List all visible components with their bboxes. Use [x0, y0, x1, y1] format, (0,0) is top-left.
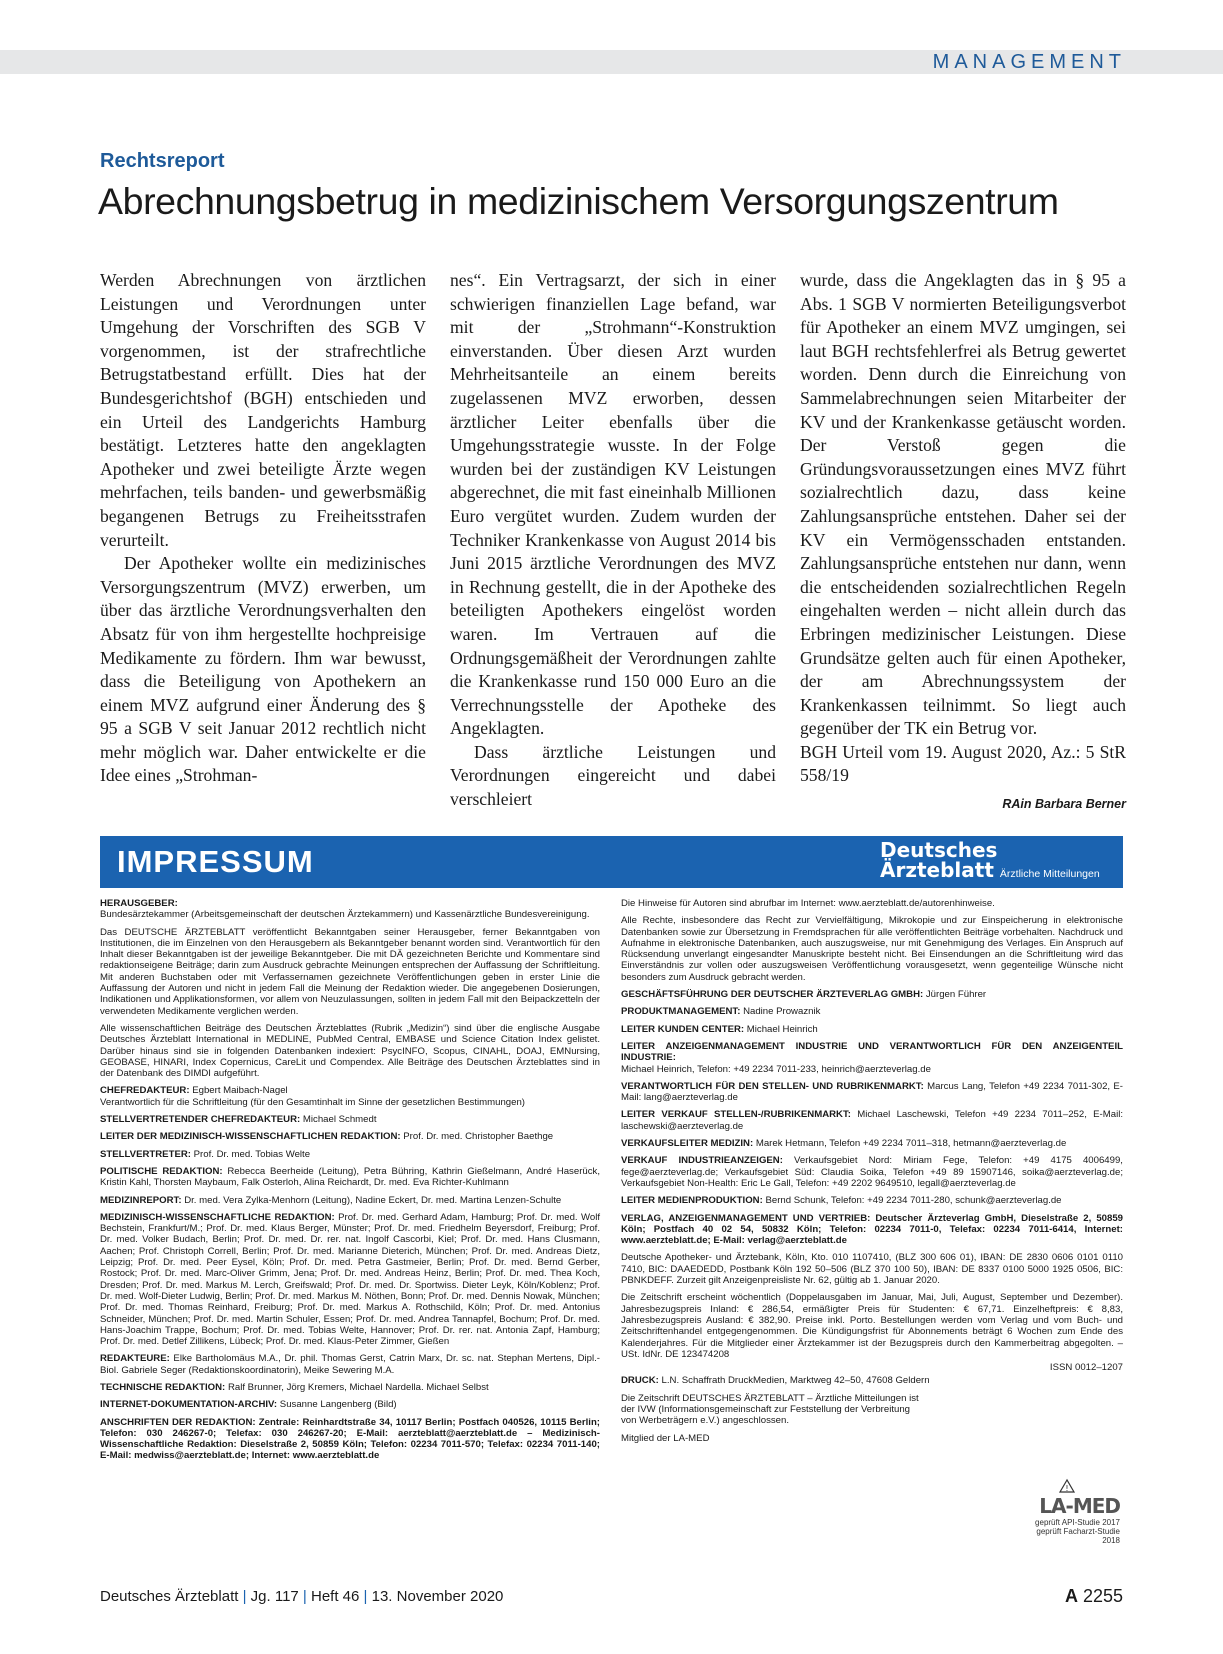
- label: POLITISCHE REDAKTION:: [100, 1165, 223, 1177]
- value: Michael Laschewski, Telefon +49 2234 7011–252, E-Mail: laschewski@aerzteverlag.de: [621, 1109, 1123, 1132]
- paragraph: Dass ärztliche Leistungen und Verordnungen eingereicht und dabei verschleiert: [450, 741, 776, 810]
- impressum-title: IMPRESSUM: [117, 844, 314, 879]
- text: Alle wissenschaftlichen Beiträge des Deutschen Ärzteblattes (Rubrik „Medizin“) sind über die englische Ausgabe Deutsches Ärzteblatt International in MEDLINE, PubMed Central, EMBASE und Science Citation Index gelistet. Darüber hinaus sind sie in folgenden Datenbanken indexiert: PsycINFO, Scopus, CINAHL, DOAJ, EMNursing, GEOBASE, HINARI, Index Copernicus, CareLit und Compendex. Alle Beiträge des Deutschen Ärzteblattes sind in der Datenbank des DIMDI aufgeführt.: [100, 1022, 600, 1080]
- page-number: 2255: [1082, 1586, 1123, 1606]
- value: Egbert Maibach-Nagel: [192, 1085, 288, 1097]
- impressum-left-column: [100, 898, 600, 1468]
- publisher-info: VERLAG, ANZEIGENMANAGEMENT UND VERTRIEB: Deutscher Ärzteverlag GmbH, Dieselstraße 2, 50859 Köln; Postfach 40 02 54, 50832 Köln; Telefon: 02234 7011-0, Telefax: 02234 7011-6414, Internet: www.aerzteblatt.de; E-Mail: verlag@aerzteblatt.de: [621, 1212, 1123, 1247]
- label: STELLVERTRETENDER CHEFREDAKTEUR:: [100, 1114, 301, 1126]
- text: Das DEUTSCHE ÄRZTEBLATT veröffentlicht Bekanntgaben seiner Herausgeber, ferner Bekanntgaben von Institutionen, die im Einzelnen von den Herausgebern als Bekanntgeber benannt worden sind. Verantwortlich für den Inhalt dieser Bekanntgaben ist der jeweilige Bekanntgeber. Die mit DÄ gezeichneten Berichte und Kommentare sind redaktionseigene Beiträge; darin zum Ausdruck gebrachte Meinungen entsprechen der Auffassung der Schriftleitung. Mit anderen Buchstaben oder mit Verfassernamen gezeichnete Veröffentlichungen geben in erster Linie die Auffassung der Autoren und nicht in jedem Fall die Meinung der Redaktion wieder. Die angegebenen Dosierungen, Indikationen und Applikationsformen, vor allem von Neuzulassungen, sollten in jedem Fall mit den Beipackzetteln der verwendeten Medikamente verglichen werden.: [100, 926, 600, 1017]
- label: LEITER VERKAUF STELLEN-/RUBRIKENMARKT:: [621, 1109, 851, 1121]
- logo-line-2: Ärzteblatt: [880, 858, 994, 882]
- paragraph: nes“. Ein Vertragsarzt, der sich in einer schwierigen finanziellen Lage befand, war mit der „Strohmann“-Konstruktion einverstanden. Über diesen Arzt wurden Mehrheitsanteile an einem bereits zugelassenen MVZ erworben, dessen ärztlicher Leiter ebenfalls über die Umgehungsstrategie wusste. In der Folge wurden bei der zuständigen KV Leistungen abgerechnet, die mit fast eineinhalb Millionen Euro vergütet wurden. Zudem wurden der Techniker Krankenkasse von August 2014 bis Juni 2015 ärztliche Verordnungen des MVZ in Rechnung gestellt, die in der Apotheke des beteiligten Apothekers eingelöst worden waren. Im Vertrauen auf die Ordnungsgemäßheit der Verordnungen zahlte die Krankenkasse rund 150 000 Euro an die Verrechnungsstelle der Apotheke des Angeklagten.: [450, 270, 776, 739]
- value: Prof. Dr. med. Gerhard Adam, Hamburg; Prof. Dr. med. Wolf Bechstein, Frankfurt/M.; Prof. Dr. med. Klaus Berger, Münster; Prof. Dr. med. Friedhelm Beyersdorf, Freiburg; Prof. Dr. med. Volker Budach, Berlin; Prof. Dr. med. Dr. rer. nat. Ingolf Cascorbi, Kiel; Prof. Dr. med. Hans Clusmann, Aachen; Prof. Christoph Correll, Berlin; Prof. Dr. med. Marianne Dieterich, München; Prof. Dr. med. Andreas Dietz, Leipzig; Prof. Dr. med. Peer Eysel, Köln; Prof. Dr. med. Petra Gastmeier, Berlin; Prof. Dr. med. Bernd Gerber, Rostock; Prof. Dr. med. Marc-Oliver Grimm, Jena; Prof. Dr. med. Andreas Heinz, Berlin; Prof. Dr. med. Thea Koch, Dresden; Prof. Dr. med. Markus M. Lerch, Greifswald; Prof. Dr. med. Dr. Sportwiss. Dieter Leyk, Köln/Koblenz; Prof. Dr. med. Wolf-Dieter Ludwig, Berlin; Prof. Dr. med. Markus M. Nöthen, Bonn; Prof. Dr. med. Dennis Nowak, München; Prof. Dr. med. Thomas Reinhard, Freiburg; Prof. Dr. med. Markus A. Rothschild, Köln; Prof. Dr. med. Antonius Schneider, München; Prof. Dr. med. Martin Schuler, Essen; Prof. Dr. med. Andrea Tannapfel, Bochum; Prof. Dr. med. Hans-Joachim Trappe, Bochum; Prof. Dr. med. Tobias Welte, Hannover; Prof. Dr. rer. nat. Antonia Zapf, Hamburg; Prof. Dr. med. Detlef Zillikens, Lübeck; Prof. Dr. med. Klaus-Peter Zimmer, Gießen: [100, 1211, 600, 1348]
- lamed-member: Mitglied der LA-MED: [621, 1432, 710, 1444]
- editorial-addresses: ANSCHRIFTEN DER REDAKTION: Zentrale: Reinhardtstraße 34, 10117 Berlin; Postfach 040526, 10115 Berlin; Telefon: 030 246267-0; Telefax: 030 246267-20; E-Mail: aerzteblatt@aerzteblatt.de – Medizinisch-Wissenschaftliche Redaktion: Dieselstraße 2, 50859 Köln; Telefon: 02234 7011-570; Telefax: 02234 7011-140; E-Mail: medwiss@aerzteblatt.de; Internet: www.aerzteblatt.de: [100, 1416, 600, 1462]
- value: Michael Heinrich, Telefon: +49 2234 7011-233, heinrich@aerzteverlag.de: [621, 1063, 931, 1075]
- value: Nadine Prowaznik: [743, 1006, 821, 1018]
- article-column-2: [450, 269, 776, 812]
- label: REDAKTEURE:: [100, 1353, 170, 1365]
- label: LEITER KUNDEN CENTER:: [621, 1023, 745, 1035]
- text: Alle Rechte, insbesondere das Recht zur Vervielfältigung, Mikrokopie und zur Einspeicherung in elektronische Datenbanken sowie zur Übersetzung in Fremdsprachen für alle veröffentlichten Beiträge vorbehalten. Nachdruck und Aufnahme in elektronische Datenbanken, auch auszugsweise, nur mit Genehmigung des Verlages. Ein Anspruch auf Rücksendung unverlangt eingesandter Manuskripte besteht nicht. Bei Einsendungen an die Schriftleitung wird das Einverständnis zur vollen oder auszugsweisen Veröffentlichung vorausgesetzt, wenn gegenteilige Wünsche nicht besonders zum Ausdruck gebracht werden.: [621, 915, 1123, 983]
- logo-subtitle: Ärztliche Mitteilungen: [999, 868, 1100, 880]
- value: Dr. med. Vera Zylka-Menhorn (Leitung), Nadine Eckert, Dr. med. Martina Lenzen-Schulte: [184, 1194, 562, 1206]
- label: LEITER DER MEDIZINISCH-WISSENSCHAFTLICHEN REDAKTION:: [100, 1131, 401, 1143]
- journal-logo: [880, 840, 1100, 884]
- value: Jürgen Führer: [925, 989, 987, 1001]
- impressum-banner: [100, 836, 1123, 888]
- page-prefix: A: [1064, 1586, 1078, 1606]
- lamed-logo-text: LA-MED: [1039, 1494, 1120, 1518]
- value: Ralf Brunner, Jörg Kremers, Michael Nardella. Michael Selbst: [227, 1381, 489, 1393]
- label: HERAUSGEBER:: [100, 898, 178, 909]
- value: Verkaufsgebiet Nord: Miriam Fege, Telefon: +49 4175 4006499, fege@aerzteverlag.de; Verkaufsgebiet Süd: Claudia Soika, Telefon +49 89 15907146, soika@aerzteverlag.de; Verkaufsgebiet Non-Health: Eric Le Gall, Telefon: +49 2202 9649510, legall@aerzteverlag.de: [621, 1155, 1123, 1189]
- label: CHEFREDAKTEUR:: [100, 1085, 190, 1097]
- bank-details: Deutsche Apotheker- und Ärztebank, Köln, Kto. 010 1107410, (BLZ 300 606 01), IBAN: DE 2830 0606 0101 0110 7410, BIC: DAAEDEDD, Postbank Köln 192 50–506 (BLZ 370 100 50), IBAN: DE 8337 0100 5000 1925 0506, BIC: PBNKDEFF. Zurzeit gilt Anzeigenpreisliste Nr. 62, gültig ab 1. Januar 2020.: [621, 1252, 1123, 1287]
- label: MEDIZINISCH-WISSENSCHAFTLICHE REDAKTION:: [100, 1211, 335, 1223]
- label: VERANTWORTLICH FÜR DEN STELLEN- UND RUBRIKENMARKT:: [621, 1080, 924, 1092]
- label: TECHNISCHE REDAKTION:: [100, 1381, 226, 1393]
- logo-line-1: Deutsches: [880, 838, 998, 862]
- label: INTERNET-DOKUMENTATION-ARCHIV:: [100, 1399, 278, 1411]
- issn: ISSN 0012–1207: [1049, 1362, 1123, 1374]
- lamed-badge: [1010, 1478, 1125, 1558]
- value: Bundesärztekammer (Arbeitsgemeinschaft der deutschen Ärztekammern) und Kassenärztliche Bundesvereinigung.: [100, 909, 590, 921]
- value: Bernd Schunk, Telefon: +49 2234 7011-280, schunk@aerzteverlag.de: [765, 1195, 1062, 1207]
- value: Verantwortlich für die Schriftleitung (für den Gesamtinhalt im Sinne der gesetzlichen Bestimmungen): [100, 1096, 525, 1108]
- value: Marek Hetmann, Telefon +49 2234 7011–318, hetmann@aerzteverlag.de: [755, 1138, 1067, 1150]
- paragraph: Der Apotheker wollte ein medizinisches Versorgungszentrum (MVZ) erwerben, um über das ärztliche Verordnungsverhalten den Absatz für von ihm hergestellte hochpreisige Medikamente zu fördern. Ihm war bewusst, dass die Beteiligung von Apothekern an einem MVZ aufgrund einer Änderung des § 95 a SGB V seit Januar 2012 rechtlich nicht mehr möglich war. Daher entwickelte er die Idee eines „Strohman-: [100, 553, 426, 786]
- lamed-line-2: geprüft Facharzt-Studie 2018: [1036, 1527, 1120, 1545]
- article-column-1: [100, 269, 426, 788]
- footer-journal: Deutsches Ärzteblatt: [100, 1588, 239, 1605]
- label: LEITER MEDIENPRODUKTION:: [621, 1195, 763, 1207]
- value: L.N. Schaffrath DruckMedien, Marktweg 42–50, 47608 Geldern: [661, 1375, 930, 1387]
- text: Die Hinweise für Autoren sind abrufbar im Internet: www.aerzteblatt.de/autorenhinweise.: [621, 898, 995, 909]
- label: STELLVERTRETER:: [100, 1148, 191, 1160]
- label: GESCHÄFTSFÜHRUNG DER DEUTSCHER ÄRZTEVERLAG GMBH:: [621, 989, 924, 1001]
- paragraph: wurde, dass die Angeklagten das in § 95 a Abs. 1 SGB V normierten Beteiligungsverbot für Apotheker an einem MVZ umgingen, sei laut BGH rechtsfehlerfrei als Betrug gewertet worden. Denn durch die Einreichung von Sammelabrechnungen seien Mitarbeiter der KV und der Krankenkasse getäuscht worden. Der Verstoß gegen die Gründungsvoraussetzungen eines MVZ führt sozialrechtlich dazu, dass keine Zahlungsansprüche entstehen. Daher sei der KV ein Vermögensschaden entstanden. Zahlungsansprüche entstehen nur dann, wenn die entscheidenden sozialrechtlichen Regeln eingehalten werden – nicht allein durch das Erbringen medizinischer Leistungen. Diese Grundsätze gelten auch für einen Apotheker, der am Abrechnungssystem der Krankenkassen teilnimmt. So liegt auch gegenüber der TK ein Betrug vor.: [800, 270, 1126, 739]
- value: Susanne Langenberg (Bild): [279, 1399, 397, 1411]
- value: Prof. Dr. med. Tobias Welte: [193, 1148, 311, 1160]
- article-title: Abrechnungsbetrug in medizinischem Versorgungszentrum: [98, 180, 1059, 222]
- label: LEITER ANZEIGENMANAGEMENT INDUSTRIE UND VERANTWORTLICH FÜR DEN ANZEIGENTEIL INDUSTRIE:: [621, 1040, 1123, 1064]
- value: Rebecca Beerheide (Leitung), Petra Bühring, Kathrin Gießelmann, André Haserück, Kristin Kahl, Thorsten Maybaum, Falk Osterloh, Alina Reichardt, Dr. med. Eva Richter-Kuhlmann: [100, 1165, 600, 1189]
- subscription-info: Die Zeitschrift erscheint wöchentlich (Doppelausgaben im Januar, Mai, Juli, August, September und Dezember). Jahresbezugspreis Inland: € 286,54, ermäßigter Preis für Studenten: € 67,71. Einzelheftpreis: € 8,83, Jahresbezugspreis Ausland: € 382,90. Preise inkl. Porto. Bestellungen werden vom Verlag und vom Buch- und Zeitschriftenhandel entgegengenommen. Die Kündigungsfrist für Abonnements beträgt 6 Wochen zum Ende des Kalenderjahres. Für die Mitglieder einer Ärztekammer ist der Bezugspreis durch den Kammerbeitrag abgegolten. – USt. IdNr. DE 123474208: [621, 1292, 1123, 1360]
- label: MEDIZINREPORT:: [100, 1194, 182, 1206]
- value: Michael Schmedt: [302, 1114, 377, 1126]
- page-footer: Deutsches Ärzteblatt | Jg. 117 | Heft 46 | 13. November 2020 A 2255: [100, 1586, 1123, 1606]
- svg-text:!: !: [1065, 1484, 1069, 1493]
- article-column-3: [800, 269, 1126, 817]
- label: VERKAUF INDUSTRIEANZEIGEN:: [621, 1155, 783, 1167]
- label: DRUCK:: [621, 1375, 659, 1387]
- value: Prof. Dr. med. Christopher Baethge: [403, 1131, 554, 1143]
- section-label: MANAGEMENT: [932, 51, 1126, 73]
- value: Elke Bartholomäus M.A., Dr. phil. Thomas Gerst, Catrin Marx, Dr. sc. nat. Stephan Mertens, Dipl.-Biol. Gabriele Seger (Redaktionskoordinatorin), Meike Sewering M.A.: [100, 1353, 600, 1376]
- footer-volume: Jg. 117: [250, 1588, 299, 1605]
- court-reference: BGH Urteil vom 19. August 2020, Az.: 5 StR 558/19: [800, 741, 1126, 786]
- footer-date: 13. November 2020: [371, 1588, 504, 1605]
- article-author: RAin Barbara Berner: [1002, 797, 1126, 812]
- footer-issue: Heft 46: [311, 1588, 360, 1605]
- lamed-line-1: geprüft API-Studie 2017: [1035, 1518, 1120, 1527]
- article-kicker: Rechtsreport: [100, 150, 225, 172]
- page-number-block: [1065, 1586, 1123, 1607]
- impressum-right-column: [621, 898, 1123, 1450]
- value: Michael Heinrich: [746, 1023, 818, 1035]
- value: Marcus Lang, Telefon +49 2234 7011-302, E-Mail: lang@aerzteverlag.de: [621, 1080, 1123, 1104]
- label: PRODUKTMANAGEMENT:: [621, 1006, 741, 1018]
- ivw-info: Die Zeitschrift DEUTSCHES ÄRZTEBLATT – Ärztliche Mitteilungen ist der IVW (Informationsgemeinschaft zur Feststellung der Verbreitung von Werbeträgern e.V.) angeschlossen.: [621, 1392, 919, 1427]
- label: VERKAUFSLEITER MEDIZIN:: [621, 1138, 754, 1150]
- paragraph: Werden Abrechnungen von ärztlichen Leistungen und Verordnungen unter Umgehung der Vorschriften des SGB V vorgenommen, ist der strafrechtliche Betrugstatbestand erfüllt. Dies hat der Bundesgerichtshof (BGH) entschieden und ein Urteil des Landgerichts Hamburg bestätigt. Letzteres hatte den angeklagten Apotheker und zwei beteiligte Ärzte wegen mehrfachen, teils banden- und gewerbsmäßig begangenen Betrugs zu Freiheitsstrafen verurteilt.: [100, 270, 426, 550]
